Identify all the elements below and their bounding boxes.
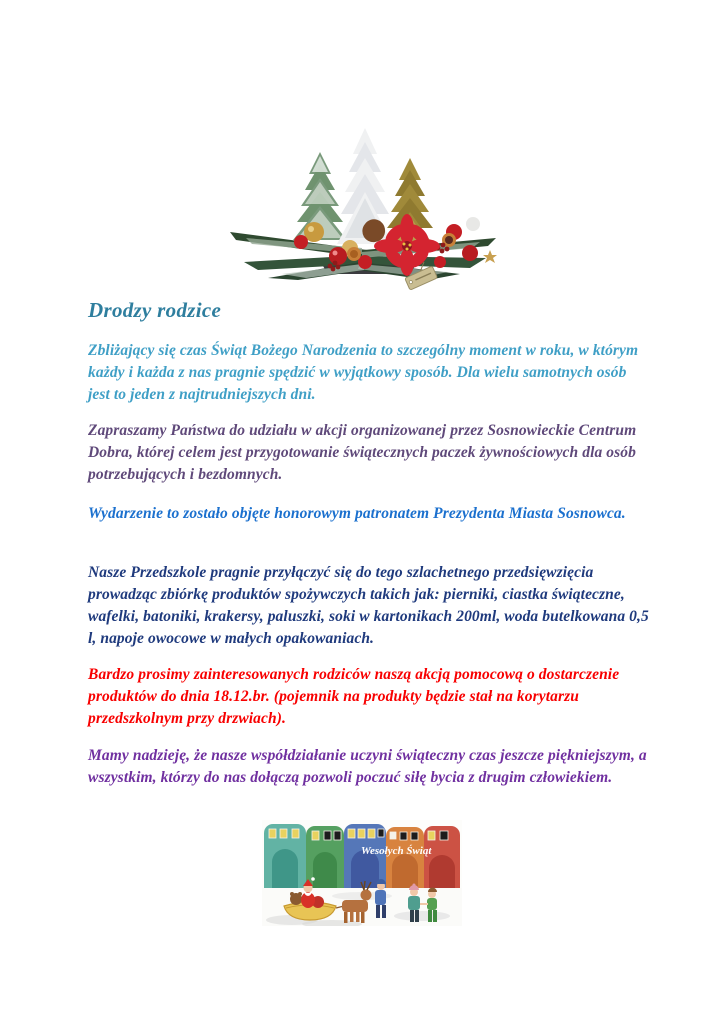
- christmas-centerpiece-image: [202, 112, 522, 292]
- paragraph-5: Bardzo prosimy zainteresowanych rodziców naszą akcją pomocową o dostarczenie produktów do dnia 18.12.br. (pojemnik na produkty będzie stał na korytarzu przedszkolnym przy drzwiach).: [88, 666, 620, 727]
- page-title: Drodzy rodzice: [88, 298, 222, 322]
- paragraph-4: Nasze Przedszkole pragnie przyłączyć się do tego szlachetnego przedsięwzięcia prowadząc zbiórkę produktów spożywczych takich jak: pierniki, ciastka świąteczne, wafelki, batoniki, krakersy, paluszki, soki w kartonikach 200ml, woda butelkowana 0,5 l, napoje owocowe w małych opakowaniach.: [88, 564, 649, 647]
- child-green: [427, 888, 437, 923]
- children-drawing-illustration: [262, 820, 462, 926]
- paragraph-3: Wydarzenie to zostało objęte honorowym patronatem Prezydenta Miasta Sosnowca.: [88, 505, 626, 522]
- children-drawing-image: [262, 820, 462, 926]
- paragraph-1: Zbliżający się czas Świąt Bożego Narodzenia to szczególny moment w roku, w którym każdy i każda z nas pragnie spędzić w wyjątkowy sposób. Dla wielu samotnych osób jest to jeden z najtrudniejszych dni.: [88, 342, 639, 403]
- drawing-greeting-text: Wesołych Świąt: [361, 845, 432, 857]
- christmas-centerpiece-illustration: [202, 112, 522, 292]
- paragraph-2: Zapraszamy Państwa do udziału w akcji organizowanej przez Sosnowieckie Centrum Dobra, której celem jest przygotowanie świątecznych paczek żywnościowych dla osób potrzebujących i bezdomnych.: [88, 422, 637, 483]
- paragraph-6: Mamy nadzieję, że nasze współdziałanie uczyni świąteczny czas jeszcze piękniejszym, a wszystkim, którzy do nas dołączą pozwoli poczuć siłę bycia z drugim człowiekiem.: [88, 747, 647, 786]
